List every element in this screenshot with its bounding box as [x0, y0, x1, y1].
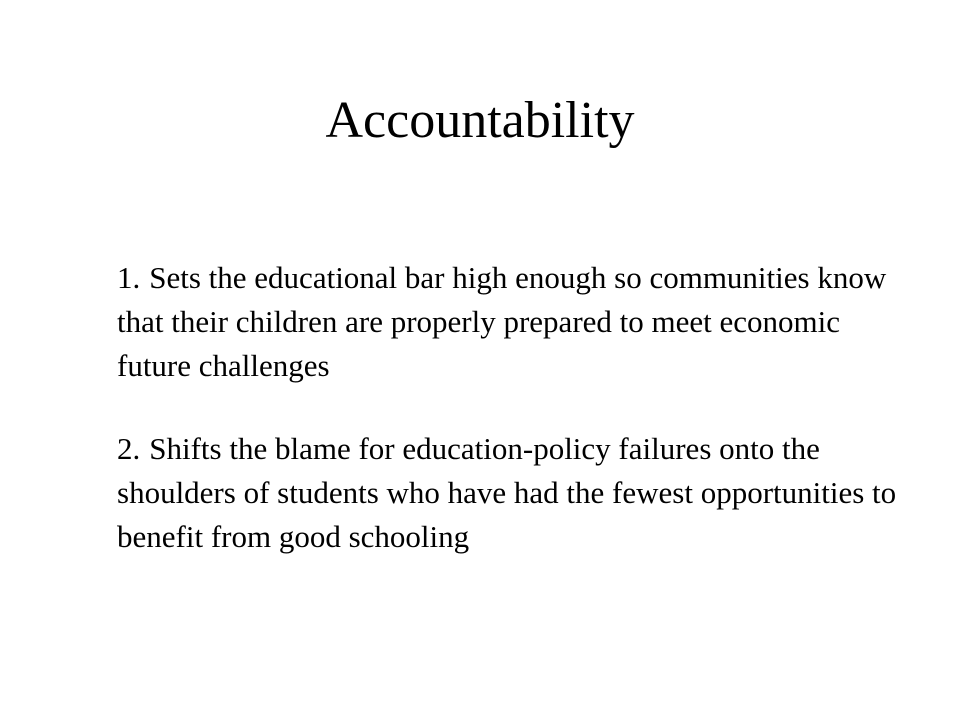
item-text: Shifts the blame for education-policy failures onto the shoulders of students who have had the fewest opportunities to benefit from good schooling [117, 431, 897, 554]
bullet-list [117, 256, 907, 598]
list-item [117, 256, 907, 388]
list-item [117, 427, 907, 559]
slide-title: Accountability [325, 92, 635, 149]
item-number: 1. [117, 260, 141, 295]
item-text: Sets the educational bar high enough so communities know that their children are properly prepared to meet economic future challenges [117, 260, 887, 383]
item-number: 2. [117, 431, 141, 466]
